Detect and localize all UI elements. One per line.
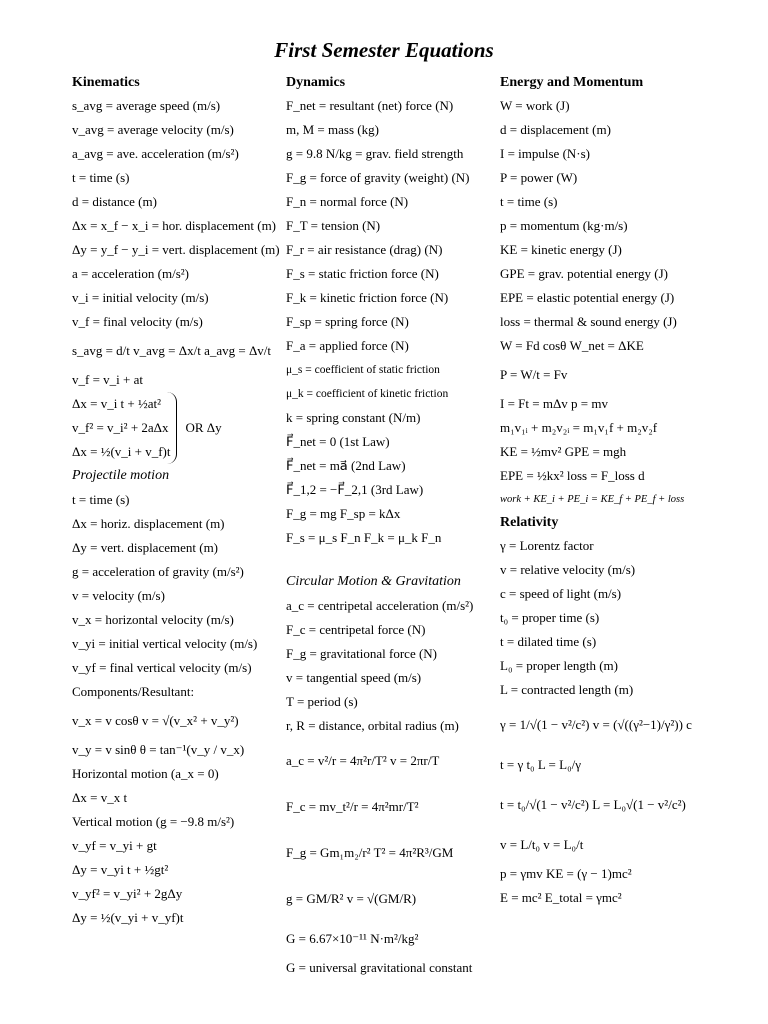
equation-line: F⃗_1,2 = −F⃗_2,1 (3rd Law): [286, 482, 424, 497]
equation-line: Vertical motion (g = −9.8 m/s²): [72, 814, 235, 829]
equation-line: k = spring constant (N/m): [286, 410, 421, 425]
equation-line: v_yf = final vertical velocity (m/s): [72, 660, 252, 675]
equation-line: v_f = final velocity (m/s): [72, 314, 203, 329]
subsection-heading: Projectile motion: [72, 468, 170, 483]
equation-line: Δy = vert. displacement (m): [72, 540, 219, 555]
spacer: [286, 550, 496, 570]
equation-line: F_g = gravitational force (N): [286, 646, 438, 661]
equation-line: G = 6.67×10⁻¹¹ N·m²/kg²: [286, 931, 419, 946]
equation-line: p = γmv KE = (γ − 1)mc²: [500, 866, 632, 881]
page-title: First Semester Equations: [274, 38, 494, 62]
equation-line: d = distance (m): [72, 194, 157, 209]
equation-line: d = displacement (m): [500, 122, 611, 137]
equation-line: t = γ t₀ L = L₀/γ: [500, 757, 581, 772]
equation-line: F_a = applied force (N): [286, 338, 409, 353]
equation-line: F_g = Gm₁m₂/r² T² = 4π²R³/GM: [286, 845, 454, 860]
equation-line: Δx = ½(v_i + v_f)t: [72, 444, 171, 459]
equation-line: L = contracted length (m): [500, 682, 634, 697]
section-heading: Dynamics: [286, 75, 346, 90]
equation-line: v_f² = v_i² + 2aΔx: [72, 420, 169, 435]
equation-line: m₁v₁ᵢ + m₂v₂ᵢ = m₁v₁f + m₂v₂f: [500, 420, 658, 435]
equation-line: a_c = v²/r = 4π²r/T² v = 2πr/T: [286, 753, 440, 768]
equation-line: Δy = y_f − y_i = vert. displacement (m): [72, 242, 280, 257]
equation-line: F_net = resultant (net) force (N): [286, 98, 454, 113]
equation-line: Δy = ½(v_yi + v_yf)t: [72, 910, 184, 925]
equation-line: s_avg = d/t v_avg = Δx/t a_avg = Δv/t: [72, 343, 272, 358]
equation-line: P = power (W): [500, 170, 578, 185]
equation-line: v = velocity (m/s): [72, 588, 165, 603]
equation-line: EPE = elastic potential energy (J): [500, 290, 675, 305]
equation-line: F_s = static friction force (N): [286, 266, 439, 281]
equation-line: γ = 1/√(1 − v²/c²) v = (√((γ²−1)/γ²)) c: [500, 717, 692, 732]
equation-line: t = dilated time (s): [500, 634, 597, 649]
equation-line: work + KE_i + PE_i = KE_f + PE_f + loss: [500, 494, 685, 505]
equation-line: F_c = centripetal force (N): [286, 622, 426, 637]
equation-line: KE = kinetic energy (J): [500, 242, 622, 257]
equation-line: KE = ½mv² GPE = mgh: [500, 444, 627, 459]
equation-line: v_x = horizontal velocity (m/s): [72, 612, 234, 627]
equation-line: Δx = x_f − x_i = hor. displacement (m): [72, 218, 277, 233]
equation-line: μ_k = coefficient of kinetic friction: [286, 388, 449, 400]
equation-line: Δx = v_x t: [72, 790, 128, 805]
equation-line: v_yi = initial vertical velocity (m/s): [72, 636, 258, 651]
equation-line: Δx = horiz. displacement (m): [72, 516, 225, 531]
equation-line: t₀ = proper time (s): [500, 610, 600, 625]
equation-line: F_T = tension (N): [286, 218, 381, 233]
equation-line: F_k = kinetic friction force (N): [286, 290, 449, 305]
equation-group: [72, 392, 277, 464]
equation-line: v_x = v cosθ v = √(v_x² + v_y²): [72, 713, 239, 728]
equation-line: Δy = v_yi t + ½gt²: [72, 862, 169, 877]
braced-equations: [72, 392, 177, 464]
equation-line: v_i = initial velocity (m/s): [72, 290, 209, 305]
equation-line: I = impulse (N·s): [500, 146, 591, 161]
equation-line: F_c = mv_t²/r = 4π²mr/T²: [286, 799, 419, 814]
equation-line: t = time (s): [500, 194, 558, 209]
equation-line: F_s = μ_s F_n F_k = μ_k F_n: [286, 530, 442, 545]
equation-line: Δx = v_i t + ½at²: [72, 396, 162, 411]
equation-line: t = time (s): [72, 492, 130, 507]
equation-line: v_avg = average velocity (m/s): [72, 122, 234, 137]
equation-line: v = relative velocity (m/s): [500, 562, 636, 577]
equation-line: T = period (s): [286, 694, 358, 709]
equation-line: v = L/t₀ v = L₀/t: [500, 837, 584, 852]
equation-line: t = t₀/√(1 − v²/c²) L = L₀√(1 − v²/c²): [500, 797, 686, 812]
brace-label: OR Δy: [185, 420, 222, 435]
equation-line: W = Fd cosθ W_net = ΔKE: [500, 338, 644, 353]
equation-line: I = Ft = mΔv p = mv: [500, 396, 608, 411]
equation-line: g = 9.8 N/kg = grav. field strength: [286, 146, 464, 161]
dynamics-column: [286, 72, 496, 980]
equation-line: γ = Lorentz factor: [500, 538, 594, 553]
equation-line: GPE = grav. potential energy (J): [500, 266, 668, 281]
equation-line: F_sp = spring force (N): [286, 314, 409, 329]
equation-line: a_c = centripetal acceleration (m/s²): [286, 598, 474, 613]
equation-line: F_r = air resistance (drag) (N): [286, 242, 443, 257]
equation-line: L₀ = proper length (m): [500, 658, 618, 673]
equation-line: t = time (s): [72, 170, 130, 185]
equation-line: EPE = ½kx² loss = F_loss d: [500, 468, 645, 483]
equation-line: c = speed of light (m/s): [500, 586, 622, 601]
equation-line: v = tangential speed (m/s): [286, 670, 422, 685]
equation-line: E = mc² E_total = γmc²: [500, 890, 622, 905]
energy-relativity-column: [500, 72, 730, 910]
equation-line: Components/Resultant:: [72, 684, 195, 699]
equation-line: v_yf = v_yi + gt: [72, 838, 157, 853]
equation-line: F⃗_net = 0 (1st Law): [286, 434, 390, 449]
equation-line: P = W/t = Fv: [500, 367, 568, 382]
equation-line: m, M = mass (kg): [286, 122, 379, 137]
equation-line: s_avg = average speed (m/s): [72, 98, 221, 113]
equation-line: g = acceleration of gravity (m/s²): [72, 564, 244, 579]
equation-line: r, R = distance, orbital radius (m): [286, 718, 459, 733]
equation-line: p = momentum (kg·m/s): [500, 218, 628, 233]
equation-line: F⃗_net = ma⃗ (2nd Law): [286, 458, 406, 473]
equation-line: Horizontal motion (a_x = 0): [72, 766, 219, 781]
section-heading: Relativity: [500, 515, 559, 530]
equation-line: F_g = mg F_sp = kΔx: [286, 506, 401, 521]
equation-line: F_g = force of gravity (weight) (N): [286, 170, 470, 185]
equation-line: v_y = v sinθ θ = tan⁻¹(v_y / v_x): [72, 742, 245, 757]
equation-line: a = acceleration (m/s²): [72, 266, 189, 281]
equation-line: loss = thermal & sound energy (J): [500, 314, 677, 329]
kinematics-column: [72, 72, 280, 930]
subsection-heading: Circular Motion & Gravitation: [286, 574, 461, 589]
equation-line: G = universal gravitational constant: [286, 960, 473, 975]
section-heading: Kinematics: [72, 75, 140, 90]
equation-line: v_f = v_i + at: [72, 372, 143, 387]
equation-line: μ_s = coefficient of static friction: [286, 364, 440, 376]
equation-line: v_yf² = v_yi² + 2gΔy: [72, 886, 183, 901]
equation-line: W = work (J): [500, 98, 570, 113]
section-heading: Energy and Momentum: [500, 75, 644, 90]
equation-line: a_avg = ave. acceleration (m/s²): [72, 146, 239, 161]
equation-line: F_n = normal force (N): [286, 194, 409, 209]
equation-line: g = GM/R² v = √(GM/R): [286, 891, 417, 906]
